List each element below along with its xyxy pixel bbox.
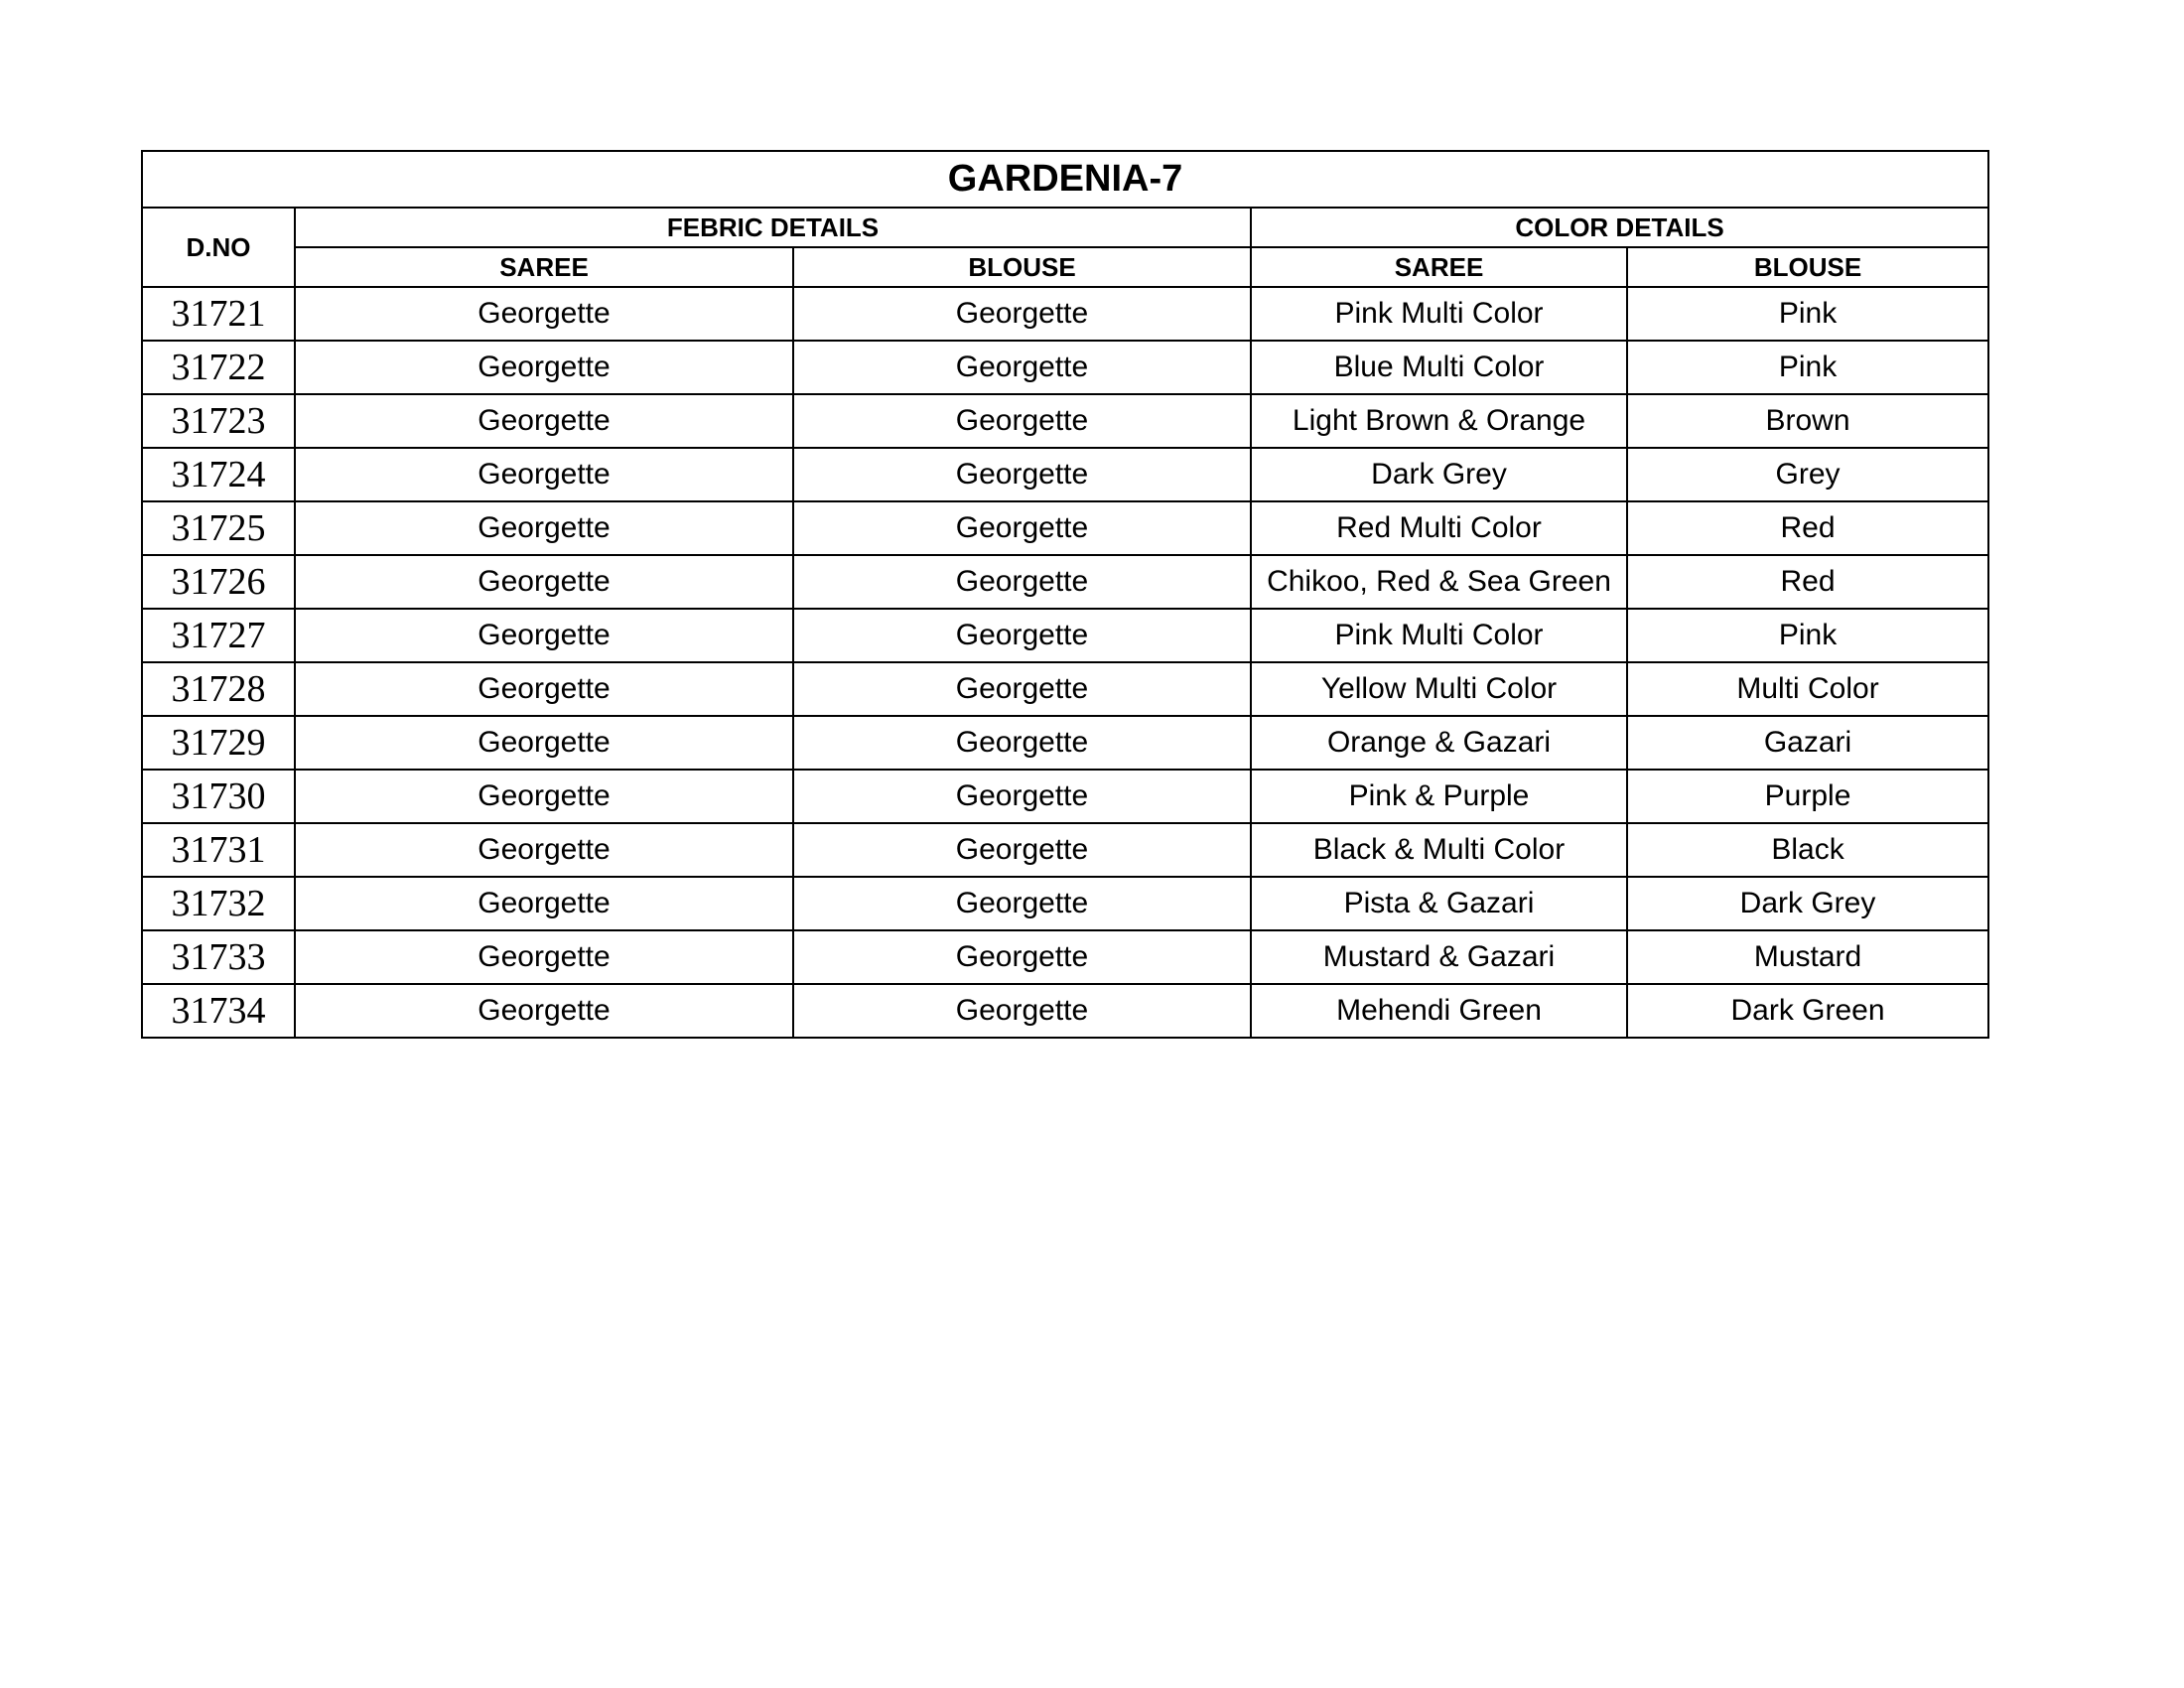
design-number: 31730 [142, 770, 295, 823]
design-number: 31732 [142, 877, 295, 930]
fabric-blouse-cell: Georgette [793, 823, 1251, 877]
fabric-saree-cell: Georgette [295, 984, 793, 1038]
design-table-sheet [141, 150, 1987, 1039]
color-saree-cell: Yellow Multi Color [1251, 662, 1627, 716]
design-number: 31721 [142, 287, 295, 341]
color-saree-cell: Pista & Gazari [1251, 877, 1627, 930]
fabric-details-header: FEBRIC DETAILS [295, 208, 1251, 247]
design-number: 31726 [142, 555, 295, 609]
table-row [142, 394, 1988, 448]
design-number: 31728 [142, 662, 295, 716]
color-saree-cell: Chikoo, Red & Sea Green [1251, 555, 1627, 609]
fabric-blouse-cell: Georgette [793, 877, 1251, 930]
table-row [142, 501, 1988, 555]
table-row [142, 823, 1988, 877]
fabric-blouse-cell: Georgette [793, 770, 1251, 823]
color-saree-cell: Pink Multi Color [1251, 609, 1627, 662]
design-number: 31727 [142, 609, 295, 662]
color-saree-cell: Mustard & Gazari [1251, 930, 1627, 984]
fabric-saree-cell: Georgette [295, 716, 793, 770]
table-row [142, 341, 1988, 394]
dno-header: D.NO [142, 208, 295, 287]
color-blouse-cell: Grey [1627, 448, 1988, 501]
color-blouse-cell: Brown [1627, 394, 1988, 448]
color-blouse-cell: Dark Grey [1627, 877, 1988, 930]
design-table [141, 150, 1989, 1039]
fabric-blouse-cell: Georgette [793, 448, 1251, 501]
fabric-saree-cell: Georgette [295, 823, 793, 877]
color-saree-cell: Light Brown & Orange [1251, 394, 1627, 448]
fabric-saree-cell: Georgette [295, 501, 793, 555]
color-saree-cell: Red Multi Color [1251, 501, 1627, 555]
fabric-blouse-cell: Georgette [793, 555, 1251, 609]
fabric-blouse-cell: Georgette [793, 716, 1251, 770]
fabric-saree-cell: Georgette [295, 394, 793, 448]
design-number: 31729 [142, 716, 295, 770]
color-blouse-cell: Pink [1627, 609, 1988, 662]
color-blouse-cell: Gazari [1627, 716, 1988, 770]
fabric-saree-cell: Georgette [295, 287, 793, 341]
fabric-blouse-cell: Georgette [793, 662, 1251, 716]
table-title: GARDENIA-7 [142, 151, 1988, 208]
table-row [142, 877, 1988, 930]
color-saree-header: SAREE [1251, 247, 1627, 287]
color-saree-cell: Blue Multi Color [1251, 341, 1627, 394]
design-number: 31731 [142, 823, 295, 877]
color-blouse-cell: Dark Green [1627, 984, 1988, 1038]
fabric-blouse-cell: Georgette [793, 394, 1251, 448]
table-row [142, 448, 1988, 501]
fabric-saree-cell: Georgette [295, 609, 793, 662]
fabric-saree-cell: Georgette [295, 770, 793, 823]
color-saree-cell: Mehendi Green [1251, 984, 1627, 1038]
color-blouse-cell: Multi Color [1627, 662, 1988, 716]
design-number: 31734 [142, 984, 295, 1038]
table-row [142, 662, 1988, 716]
fabric-blouse-header: BLOUSE [793, 247, 1251, 287]
color-saree-cell: Pink Multi Color [1251, 287, 1627, 341]
table-row [142, 555, 1988, 609]
color-blouse-cell: Mustard [1627, 930, 1988, 984]
fabric-saree-cell: Georgette [295, 555, 793, 609]
fabric-saree-cell: Georgette [295, 448, 793, 501]
fabric-saree-cell: Georgette [295, 930, 793, 984]
color-blouse-cell: Red [1627, 555, 1988, 609]
table-row [142, 609, 1988, 662]
color-blouse-header: BLOUSE [1627, 247, 1988, 287]
fabric-blouse-cell: Georgette [793, 609, 1251, 662]
design-number: 31733 [142, 930, 295, 984]
color-blouse-cell: Pink [1627, 287, 1988, 341]
color-saree-cell: Pink & Purple [1251, 770, 1627, 823]
color-blouse-cell: Black [1627, 823, 1988, 877]
design-number: 31722 [142, 341, 295, 394]
color-blouse-cell: Red [1627, 501, 1988, 555]
color-details-header: COLOR DETAILS [1251, 208, 1988, 247]
table-row [142, 716, 1988, 770]
color-saree-cell: Black & Multi Color [1251, 823, 1627, 877]
design-number: 31723 [142, 394, 295, 448]
fabric-blouse-cell: Georgette [793, 984, 1251, 1038]
fabric-saree-cell: Georgette [295, 877, 793, 930]
design-number: 31725 [142, 501, 295, 555]
color-blouse-cell: Purple [1627, 770, 1988, 823]
table-row [142, 770, 1988, 823]
table-row [142, 984, 1988, 1038]
fabric-saree-cell: Georgette [295, 341, 793, 394]
color-saree-cell: Dark Grey [1251, 448, 1627, 501]
table-row [142, 287, 1988, 341]
fabric-saree-cell: Georgette [295, 662, 793, 716]
fabric-blouse-cell: Georgette [793, 501, 1251, 555]
fabric-blouse-cell: Georgette [793, 930, 1251, 984]
design-number: 31724 [142, 448, 295, 501]
fabric-blouse-cell: Georgette [793, 341, 1251, 394]
color-blouse-cell: Pink [1627, 341, 1988, 394]
fabric-saree-header: SAREE [295, 247, 793, 287]
fabric-blouse-cell: Georgette [793, 287, 1251, 341]
color-saree-cell: Orange & Gazari [1251, 716, 1627, 770]
table-row [142, 930, 1988, 984]
